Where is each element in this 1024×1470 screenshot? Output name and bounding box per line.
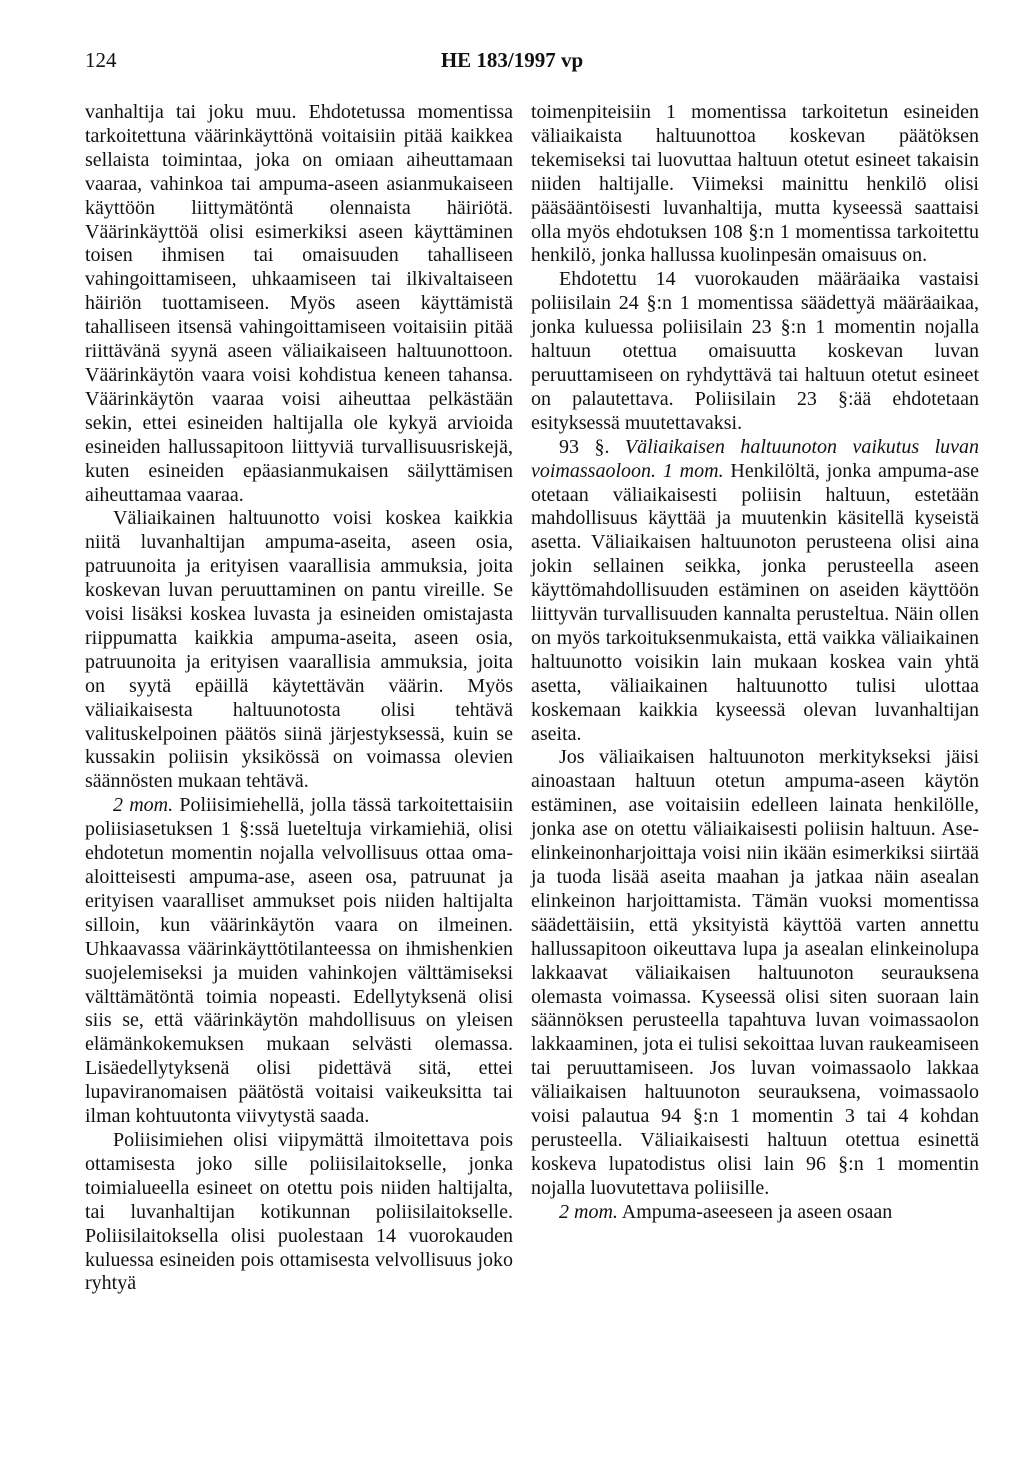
section-number: 93 §. (559, 435, 610, 458)
left-paragraph-1: vanhaltija tai joku muu. Ehdotetussa momentissa tarkoitettuna väärinkäyttönä voitaisiin pitää kaikkea sellaista toimintaa, joka on omiaan aiheuttamaan vaaraa, vahinkoa tai ampuma-aseen asianmukaiseen käyttöön liittymätöntä olennaista häiriötä. Väärinkäyttöä olisi esimerkiksi aseen käyttäminen toisen ihmisen tai omaisuuden tahalliseen vahingoittamiseen, uhkaamiseen tai ilkivaltaiseen häiriön tuottamiseen. Myös aseen käyttämistä tahalliseen itsensä vahingoittamiseen voitaisiin pitää riittävänä syynä aseen väliaikaiseen haltuunottoon. Väärinkäytön vaara voisi kohdistua keneen tahansa. Väärinkäytön vaaraa voisi aiheuttaa pelkästään sekin, ettei esineiden haltijalla ole kykyä arvioida esineiden hallussapitoon liittyviä turvallisuusriskejä, kuten esineiden epäasianmukaisen säilyttämisen aiheuttamaa vaaraa. (85, 101, 513, 506)
right-paragraph-5 (531, 1201, 979, 1225)
left-paragraph-3 (85, 794, 513, 1129)
right-paragraph-3-text: Henkilöltä, jonka ampuma-ase otetaan väliaikaisesti poliisin haltuun, estetään mahdollisuus käyttää ja muutenkin käsitellä kyseistä asetta. Väliaikaisen haltuunoton perusteena olisi aina jokin sellainen seikka, jonka perusteella aseen käyttömahdollisuuden estäminen on aseiden käyttöön liittyvän turvallisuuden kannalta perusteltua. Näin ollen on myös tarkoituksenmukaista, että vaikka väliaikainen haltuunotto voisikin lain mukaan koskea vain yhtä asetta, väliaikainen haltuunotto tulisi ulottaa koskemaan kaikkia kyseessä olevan luvanhaltijan aseita. (531, 459, 980, 745)
right-paragraph-3 (531, 436, 979, 747)
right-paragraph-4: Jos väliaikaisen haltuunoton merkitykseksi jäisi ainoastaan haltuun otetun ampuma-aseen käytön estäminen, ase voitaisiin edelleen lainata henkilölle, jonka ase on otettu väliaikaisesti poliisin haltuun. Ase-elinkeinonharjoittaja voisi niin ikään esimerkiksi siirtää ja tuoda lisää aseita maahan ja jatkaa näin asealan elinkeinon harjoittamista. Tämän vuoksi momentissa säädettäisiin, että yksityistä käyttöä varten annettu hallussapitoon oikeuttava lupa ja asealan elinkeinolupa lakkaavat väliaikaisen haltuunoton seurauksena olemasta voimassa. Kyseessä olisi siten suoraan lain säännöksen perusteella tapahtuva luvan voimassaolon lakkaaminen, jota ei tulisi sekoittaa luvan raukeamiseen tai peruuttamiseen. Jos luvan voimassaolo lakkaa väliaikaisen haltuunoton seurauksena, voimassaolo voisi palautua 94 §:n 1 momentin 3 tai 4 kohdan perusteella. Väliaikaisesti haltuun otettua esinettä koskeva lupatodistus olisi lain 96 §:n 1 momentin nojalla luovutettava poliisille. (531, 746, 979, 1199)
right-paragraph-1: toimenpiteisiin 1 momentissa tarkoitetun esineiden väliaikaista haltuunottoa koskevan päätöksen tekemiseksi tai luovuttaa haltuun otetut esineet takaisin niiden haltijalle. Viimeksi mainittu henkilö olisi pääsääntöisesti luvanhaltija, mutta kyseessä saattaisi olla myös ehdotuksen 108 §:n 1 momentissa tarkoitettu henkilö, jonka hallussa kuolinpesän omaisuus on. (531, 101, 979, 267)
left-column (85, 101, 513, 1296)
left-paragraph-2: Väliaikainen haltuunotto voisi koskea kaikkia niitä luvanhaltijan ampuma-aseita, aseen osia, patruunoita ja erityisen vaarallisia ammuksia, joita koskevan luvan peruuttaminen on pantu vireille. Se voisi lisäksi koskea luvasta ja esineiden omistajasta riippumatta kaikkia ampuma-aseita, aseen osia, patruunoita ja erityisen vaarallisia ammuksia, joita on syytä epäillä käytettävän väärin. Myös väliaikaisesta haltuunotosta olisi tehtävä valituskelpoinen päätös siinä järjestyksessä, kuin se kussakin poliisin yksikössä on voimassa olevien säännösten mukaan tehtävä. (85, 507, 513, 793)
moment-label-2-right: 2 mom. (559, 1200, 618, 1223)
moment-label-1: 1 mom. (662, 459, 724, 482)
left-paragraph-4: Poliisimiehen olisi viipymättä ilmoitettava pois ottamisesta joko sille poliisilaitokselle, jonka toimialueella esineet on otettu pois niiden haltijalta, tai luvanhaltijan kotikunnan poliisilaitokselle. Poliisilaitoksella olisi puolestaan 14 vuorokauden kuluessa esineiden pois ottamisesta velvollisuus joko ryhtyä (85, 1128, 513, 1295)
moment-label-2: 2 mom. (113, 794, 174, 817)
right-paragraph-5-text: Ampuma-aseeseen ja aseen osaan (621, 1200, 893, 1223)
right-column (531, 101, 979, 1225)
section-title: Väliaikaisen haltuunoton vaikutus luvan voimassaoloon. (531, 435, 979, 482)
right-paragraph-2: Ehdotettu 14 vuorokauden määräaika vastaisi poliisilain 24 §:n 1 momentissa säädettyä määräaikaa, jonka kuluessa poliisilain 23 §:n 1 momentin nojalla haltuun otettua omaisuutta koskevan luvan peruuttamiseen on ryhdyttävä tai haltuun otetut esineet on palautettava. Poliisilain 23 §:ää ehdotetaan esityksessä muutettavaksi. (531, 268, 979, 434)
left-paragraph-3-text: Poliisimiehellä, jolla tässä tarkoitettaisiin poliisiasetuksen 1 §:ssä lueteltuja virkamiehiä, olisi ehdotetun momentin nojalla velvollisuus ottaa oma-aloitteisesti ampuma-ase, aseen osa, patruunat ja erityisen vaaralliset ammukset pois niiden haltijalta silloin, kun väärinkäytön vaara on ilmeinen. Uhkaavassa väärinkäyttötilanteessa on ihmishenkien suojelemiseksi ja muiden vahinkojen välttämiseksi välttämätöntä toimia nopeasti. Edellytyksenä olisi siis se, että väärinkäytön mahdollisuus on yleisen elämänkokemuksen mukaan selvästi olemassa. Lisäedellytyksenä olisi pidettävä sitä, ettei lupaviranomaisen päätöstä voitaisi vaikeuksitta tai ilman kohtuutonta viivytystä saada. (85, 794, 513, 1128)
page-number: 124 (85, 48, 117, 72)
document-reference: HE 183/1997 vp (440, 48, 584, 72)
